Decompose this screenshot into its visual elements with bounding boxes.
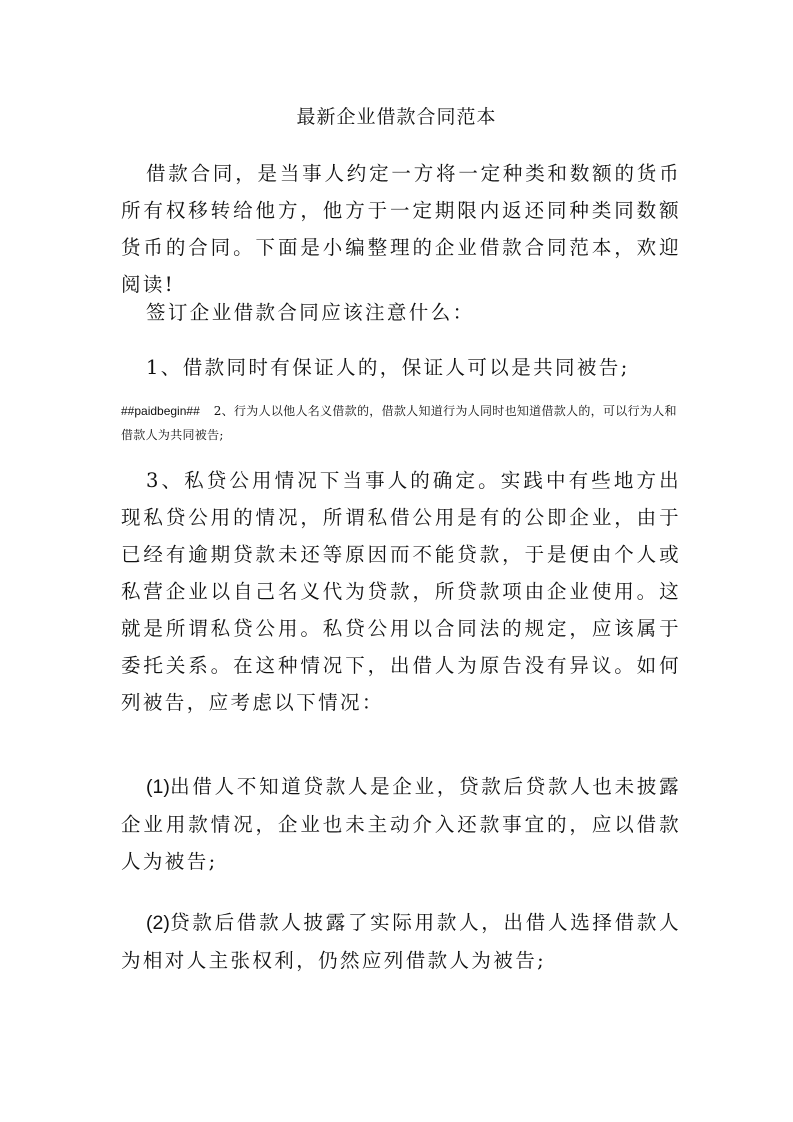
list-item-3: 3、私贷公用情况下当事人的确定。实践中有些地方出现私贷公用的情况，所谓私借公用是有的公即企业，由于已经有逾期贷款未还等原因而不能贷款，于是便由个人或私营企业以自己名义代为贷款，所贷款项由企业使用。这就是所谓私贷公用。私贷公用以合同法的规定，应该属于委托关系。在这种情况下，出借人为原告没有异议。如何列被告，应考虑以下情况： <box>121 469 681 714</box>
list-item-1: 1、借款同时有保证人的，保证人可以是共同被告; <box>146 356 630 379</box>
sub-item-1-number: (1) <box>146 776 170 798</box>
list-item-2-block <box>121 399 681 447</box>
intro-paragraph: 借款合同，是当事人约定一方将一定种类和数额的货币所有权移转给他方，他方于一定期限内返还同种类同数额货币的合同。下面是小编整理的企业借款合同范本，欢迎阅读! <box>121 162 681 296</box>
sub-item-1 <box>121 768 681 880</box>
sub-item-2-text: 贷款后借款人披露了实际用款人，出借人选择借款人为相对人主张权利，仍然应列借款人为被告; <box>121 911 681 972</box>
paid-marker: ##paidbegin## <box>121 404 200 418</box>
sub-item-2-number: (2) <box>146 912 170 934</box>
question-heading: 签订企业借款合同应该注意什么： <box>146 301 475 324</box>
document-title: 最新企业借款合同范本 <box>296 106 497 128</box>
list-item-2: 2、行为人以他人名义借款的，借款人知道行为人同时也知道借款人的，可以行为人和借款人为共同被告; <box>121 404 677 442</box>
sub-item-2 <box>121 904 681 979</box>
sub-item-1-text: 出借人不知道贷款人是企业，贷款后贷款人也未披露企业用款情况，企业也未主动介入还款事宜的，应以借款人为被告; <box>121 775 681 873</box>
